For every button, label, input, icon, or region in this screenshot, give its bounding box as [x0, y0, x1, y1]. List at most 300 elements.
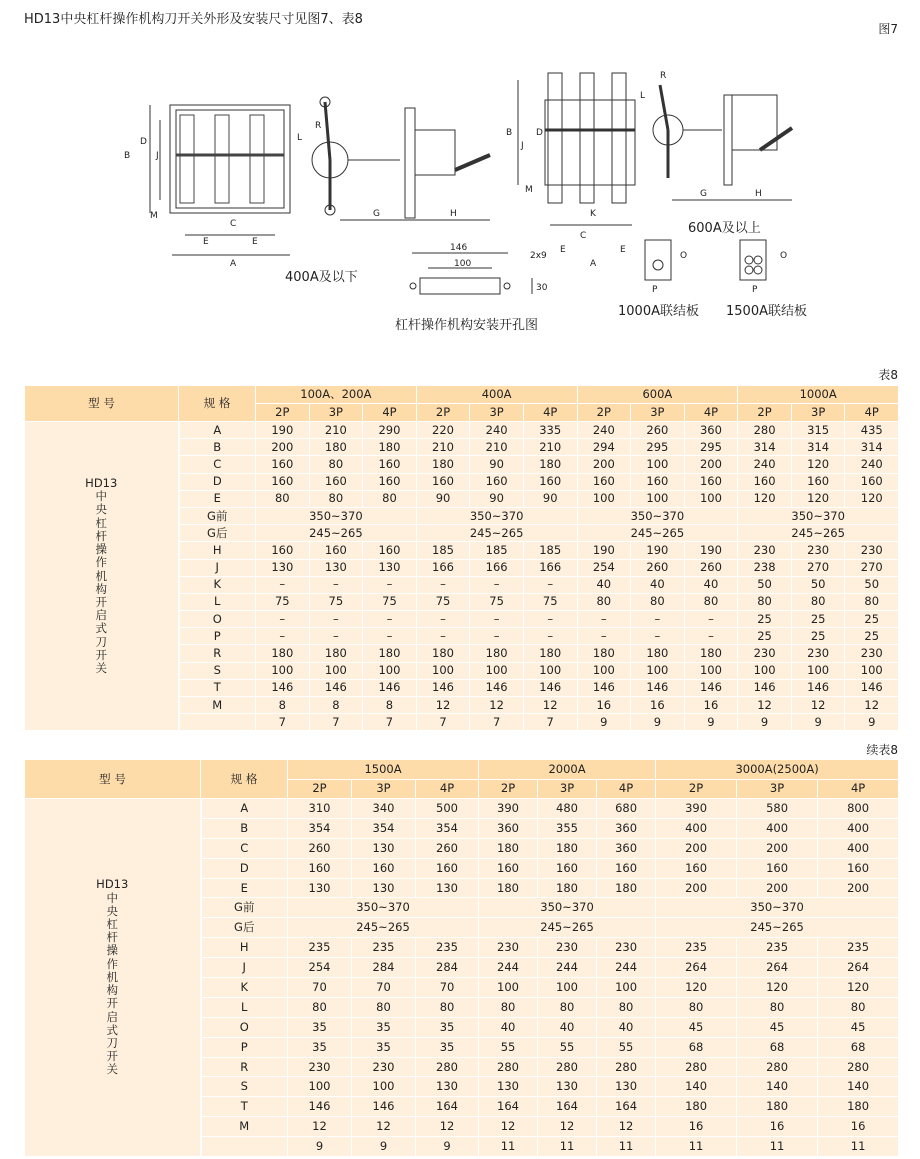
value-cell: 360 [597, 818, 656, 838]
pole-header: 4P [818, 779, 899, 799]
value-cell: 235 [288, 938, 352, 958]
hole-dim-2x9: 2x9 [530, 251, 547, 261]
value-cell: 180 [538, 878, 597, 898]
value-cell: 180 [737, 1097, 818, 1117]
value-cell: 314 [845, 439, 899, 456]
hole-dim-100: 100 [454, 259, 472, 269]
value-cell: 180 [363, 645, 417, 662]
model-char: 杠 [95, 515, 107, 530]
value-cell: 50 [791, 576, 845, 593]
value-cell: 210 [309, 422, 363, 439]
spec-header: 规 格 [201, 760, 288, 799]
pole-header: 4P [416, 779, 479, 799]
pole-header: 3P [737, 779, 818, 799]
value-cell: 260 [288, 838, 352, 858]
value-cell: 100 [845, 662, 899, 679]
spec-label: E [179, 490, 256, 507]
spec-label: C [179, 456, 256, 473]
value-cell: 160 [309, 542, 363, 559]
value-cell: 200 [656, 878, 737, 898]
table-row [25, 799, 899, 819]
value-cell: 40 [479, 1017, 538, 1037]
hole-dim-30: 30 [536, 283, 548, 293]
dimension-letter: L [640, 91, 646, 101]
spec-label: E [201, 878, 288, 898]
value-cell: 220 [416, 422, 470, 439]
value-cell: 200 [818, 878, 899, 898]
value-cell: 90 [416, 490, 470, 507]
value-cell: 12 [288, 1117, 352, 1137]
pole-header: 4P [523, 404, 577, 422]
model-char: 操 [106, 943, 118, 958]
value-cell: 160 [737, 858, 818, 878]
value-cell: 100 [577, 490, 631, 507]
value-cell: 164 [538, 1097, 597, 1117]
value-cell: 166 [416, 559, 470, 576]
value-cell: 9 [577, 714, 631, 731]
dimension-letter: D [536, 128, 543, 138]
value-cell: 284 [416, 958, 479, 978]
value-cell: 280 [818, 1057, 899, 1077]
value-cell: 180 [523, 645, 577, 662]
switch-400a-front [150, 105, 290, 255]
dimension-table-2 [24, 759, 899, 1157]
range-cell: 350~370 [577, 507, 738, 524]
value-cell: 180 [479, 838, 538, 858]
value-cell: 40 [597, 1017, 656, 1037]
value-cell: 80 [352, 997, 416, 1017]
value-cell: 280 [416, 1057, 479, 1077]
value-cell: 260 [631, 422, 685, 439]
value-cell: 235 [352, 938, 416, 958]
value-cell: 25 [738, 628, 792, 645]
value-cell: 45 [737, 1017, 818, 1037]
value-cell: 75 [363, 593, 417, 610]
value-cell: 100 [738, 662, 792, 679]
value-cell: 435 [845, 422, 899, 439]
model-char: 关 [106, 1062, 118, 1077]
figure-label: 图7 [878, 22, 898, 36]
value-cell: 230 [288, 1057, 352, 1077]
value-cell: 100 [470, 662, 524, 679]
value-cell: 230 [738, 542, 792, 559]
model-char: 刀 [95, 634, 107, 649]
value-cell: 100 [631, 662, 685, 679]
value-cell: 160 [479, 858, 538, 878]
value-cell: – [309, 611, 363, 628]
value-cell: 280 [538, 1057, 597, 1077]
range-cell: 245~265 [256, 525, 417, 542]
value-cell: 80 [631, 593, 685, 610]
value-cell: – [470, 611, 524, 628]
value-cell: 235 [416, 938, 479, 958]
value-cell: 40 [577, 576, 631, 593]
value-cell: 310 [288, 799, 352, 819]
value-cell: 12 [352, 1117, 416, 1137]
value-cell: 180 [577, 645, 631, 662]
value-cell: 45 [818, 1017, 899, 1037]
spec-label: P [201, 1037, 288, 1057]
value-cell: 160 [470, 473, 524, 490]
value-cell: 200 [737, 838, 818, 858]
value-cell: 180 [597, 878, 656, 898]
value-cell: 100 [479, 978, 538, 998]
model-char: 构 [106, 983, 118, 998]
spec-label: O [179, 611, 256, 628]
value-cell: 264 [737, 958, 818, 978]
value-cell: 390 [656, 799, 737, 819]
pole-header: 3P [538, 779, 597, 799]
value-cell: 146 [416, 679, 470, 696]
value-cell: 130 [256, 559, 310, 576]
model-char: 机 [106, 969, 118, 984]
value-cell: 210 [470, 439, 524, 456]
value-cell: 80 [656, 997, 737, 1017]
value-cell: 180 [309, 439, 363, 456]
value-cell: 360 [479, 818, 538, 838]
value-cell: 180 [538, 838, 597, 858]
value-cell: 80 [738, 593, 792, 610]
value-cell: 25 [738, 611, 792, 628]
spec-label: D [179, 473, 256, 490]
value-cell: 160 [256, 473, 310, 490]
model-char: 启 [95, 608, 107, 623]
table1-label: 表8 [878, 368, 898, 382]
value-cell: 35 [352, 1037, 416, 1057]
value-cell: 120 [656, 978, 737, 998]
switch-600a-front [518, 73, 635, 225]
range-cell: 245~265 [416, 525, 577, 542]
spec-label: K [201, 978, 288, 998]
value-cell: – [470, 576, 524, 593]
range-cell: 245~265 [656, 918, 899, 938]
value-cell: 12 [538, 1117, 597, 1137]
value-cell: 146 [738, 679, 792, 696]
dimension-letter: A [230, 259, 237, 269]
model-header: 型 号 [25, 386, 179, 422]
value-cell: 120 [791, 490, 845, 507]
spec-label: A [179, 422, 256, 439]
value-cell: – [363, 611, 417, 628]
value-cell: 210 [523, 439, 577, 456]
value-cell: 68 [656, 1037, 737, 1057]
value-cell: 260 [416, 838, 479, 858]
spec-label: T [201, 1097, 288, 1117]
model-char: 刀 [106, 1036, 118, 1050]
pole-header: 3P [470, 404, 524, 422]
value-cell: 180 [470, 645, 524, 662]
value-cell: – [309, 628, 363, 645]
value-cell: 75 [256, 593, 310, 610]
value-cell: 100 [684, 662, 738, 679]
model-char: 关 [95, 661, 107, 676]
value-cell: 180 [631, 645, 685, 662]
spec-label: J [179, 559, 256, 576]
value-cell: 240 [845, 456, 899, 473]
value-cell: 244 [479, 958, 538, 978]
value-cell: 230 [538, 938, 597, 958]
model-char: 作 [106, 956, 118, 971]
range-cell: 350~370 [416, 507, 577, 524]
table2-label: 续表8 [866, 743, 898, 757]
value-cell: 230 [845, 542, 899, 559]
dimension-letter: B [506, 128, 513, 138]
value-cell: 185 [416, 542, 470, 559]
value-cell: 100 [577, 662, 631, 679]
value-cell: 12 [416, 697, 470, 714]
spec-label: O [201, 1017, 288, 1037]
value-cell: 80 [818, 997, 899, 1017]
value-cell: 290 [363, 422, 417, 439]
value-cell: 190 [631, 542, 685, 559]
spec-label: M [179, 697, 256, 714]
value-cell: 146 [791, 679, 845, 696]
value-cell: 314 [791, 439, 845, 456]
range-cell: 350~370 [656, 898, 899, 918]
value-cell: – [684, 611, 738, 628]
value-cell: 160 [363, 456, 417, 473]
value-cell: 100 [631, 490, 685, 507]
value-cell: 280 [479, 1057, 538, 1077]
pole-header: 2P [479, 779, 538, 799]
value-cell: 280 [597, 1057, 656, 1077]
model-char: 作 [95, 555, 107, 570]
range-cell: 245~265 [738, 525, 899, 542]
value-cell: 35 [416, 1017, 479, 1037]
dimension-letter: E [620, 245, 626, 255]
value-cell: – [523, 628, 577, 645]
value-cell: 130 [352, 838, 416, 858]
spec-label: R [201, 1057, 288, 1077]
value-cell: 200 [577, 456, 631, 473]
value-cell: 500 [416, 799, 479, 819]
dimension-table-1 [24, 385, 899, 731]
spec-label: K [179, 576, 256, 593]
value-cell: 164 [416, 1097, 479, 1117]
value-cell: 230 [597, 938, 656, 958]
spec-label: D [201, 858, 288, 878]
value-cell: 254 [288, 958, 352, 978]
spec-label: T [179, 679, 256, 696]
value-cell: 360 [597, 838, 656, 858]
dimension-letter: D [140, 137, 147, 147]
model-char: 中 [95, 489, 107, 504]
value-cell: 100 [309, 662, 363, 679]
value-cell: 80 [684, 593, 738, 610]
pole-header: 2P [288, 779, 352, 799]
value-cell: 200 [684, 456, 738, 473]
value-cell: 9 [631, 714, 685, 731]
pole-header: 3P [352, 779, 416, 799]
value-cell: 16 [631, 697, 685, 714]
value-cell: 240 [470, 422, 524, 439]
value-cell: 180 [416, 456, 470, 473]
value-cell: – [577, 628, 631, 645]
range-cell: 350~370 [479, 898, 656, 918]
model-code: HD13 [85, 476, 118, 491]
dimension-letter: G [700, 189, 707, 199]
value-cell: 11 [597, 1137, 656, 1157]
value-cell: 12 [523, 697, 577, 714]
value-cell: – [523, 611, 577, 628]
value-cell: 235 [656, 938, 737, 958]
value-cell: 180 [684, 645, 738, 662]
value-cell: 480 [538, 799, 597, 819]
value-cell: 100 [352, 1077, 416, 1097]
value-cell: 100 [538, 978, 597, 998]
value-cell: 12 [597, 1117, 656, 1137]
dimension-letter: E [252, 237, 258, 247]
lever-400a-side [312, 97, 490, 220]
value-cell: 7 [256, 714, 310, 731]
value-cell: 580 [737, 799, 818, 819]
model-char: 杆 [95, 528, 107, 543]
value-cell: 400 [656, 818, 737, 838]
spec-label: A [201, 799, 288, 819]
page-title: HD13中央杠杆操作机构刀开关外形及安装尺寸见图7、表8 [24, 12, 363, 27]
value-cell: 160 [656, 858, 737, 878]
pole-header: 4P [597, 779, 656, 799]
value-cell: 160 [845, 473, 899, 490]
value-cell: 68 [818, 1037, 899, 1057]
value-cell: 130 [416, 1077, 479, 1097]
value-cell: 315 [791, 422, 845, 439]
value-cell: 35 [288, 1037, 352, 1057]
value-cell: 25 [791, 611, 845, 628]
model-name [25, 477, 178, 675]
spec-label: R [179, 645, 256, 662]
value-cell: – [416, 628, 470, 645]
value-cell: – [256, 576, 310, 593]
pole-header: 2P [738, 404, 792, 422]
dimension-letter: C [580, 231, 587, 241]
value-cell: 12 [738, 697, 792, 714]
spec-header: 规 格 [179, 386, 256, 422]
value-cell: 80 [288, 997, 352, 1017]
value-cell: 7 [470, 714, 524, 731]
range-cell: 245~265 [479, 918, 656, 938]
value-cell: 295 [684, 439, 738, 456]
dimension-letter: M [525, 185, 533, 195]
value-cell: 11 [656, 1137, 737, 1157]
spec-label: S [201, 1077, 288, 1097]
dimension-letter: C [230, 219, 237, 229]
value-cell: 270 [845, 559, 899, 576]
model-header: 型 号 [25, 760, 201, 799]
value-cell: 80 [737, 997, 818, 1017]
caption-1500a-plate: 1500A联结板 [726, 304, 807, 319]
model-char: 杆 [106, 930, 118, 945]
value-cell: 12 [845, 697, 899, 714]
header-row [25, 386, 899, 404]
value-cell: 680 [597, 799, 656, 819]
value-cell: 280 [738, 422, 792, 439]
spec-label: M [201, 1117, 288, 1137]
range-cell: 245~265 [577, 525, 738, 542]
value-cell: 55 [597, 1037, 656, 1057]
rating-group-header: 1000A [738, 386, 899, 404]
value-cell: 120 [737, 978, 818, 998]
rating-group-header: 1500A [288, 760, 479, 780]
value-cell: 120 [845, 490, 899, 507]
value-cell: 146 [256, 679, 310, 696]
dimension-letter: P [752, 285, 758, 295]
range-cell: 350~370 [256, 507, 417, 524]
model-char: 式 [95, 621, 107, 636]
pole-header: 4P [363, 404, 417, 422]
value-cell: 40 [631, 576, 685, 593]
value-cell: 25 [845, 628, 899, 645]
pole-header: 2P [416, 404, 470, 422]
value-cell: 260 [684, 559, 738, 576]
dimension-letter: H [450, 209, 457, 219]
caption-600a: 600A及以上 [688, 221, 761, 236]
pole-header: 3P [631, 404, 685, 422]
rating-group-header: 100A、200A [256, 386, 417, 404]
value-cell: – [256, 628, 310, 645]
model-char: 开 [106, 1049, 118, 1064]
value-cell: – [523, 576, 577, 593]
link-plates [645, 240, 766, 280]
value-cell: 264 [818, 958, 899, 978]
spec-label: H [179, 542, 256, 559]
caption-mounting-hole: 杠杆操作机构安装开孔图 [395, 318, 539, 333]
pole-header: 2P [577, 404, 631, 422]
value-cell: 100 [631, 456, 685, 473]
value-cell: 180 [309, 645, 363, 662]
caption-1000a-plate: 1000A联结板 [618, 304, 699, 319]
spec-label: S [179, 662, 256, 679]
value-cell: 146 [845, 679, 899, 696]
value-cell: 146 [577, 679, 631, 696]
value-cell: 40 [684, 576, 738, 593]
pole-header: 3P [791, 404, 845, 422]
value-cell: 240 [738, 456, 792, 473]
spec-label: L [179, 593, 256, 610]
spec-label: P [179, 628, 256, 645]
value-cell: 160 [791, 473, 845, 490]
range-cell: 245~265 [288, 918, 479, 938]
value-cell: 294 [577, 439, 631, 456]
value-cell: 390 [479, 799, 538, 819]
value-cell: 8 [256, 697, 310, 714]
value-cell: 80 [577, 593, 631, 610]
range-cell: 350~370 [738, 507, 899, 524]
spec-label: B [201, 818, 288, 838]
value-cell: 80 [256, 490, 310, 507]
value-cell: 295 [631, 439, 685, 456]
value-cell: 55 [538, 1037, 597, 1057]
value-cell: 16 [818, 1117, 899, 1137]
value-cell: 185 [523, 542, 577, 559]
value-cell: 80 [309, 456, 363, 473]
value-cell: 130 [416, 878, 479, 898]
value-cell: 7 [416, 714, 470, 731]
value-cell: – [577, 611, 631, 628]
value-cell: 354 [288, 818, 352, 838]
value-cell: 9 [791, 714, 845, 731]
value-cell: 90 [470, 456, 524, 473]
value-cell: 160 [352, 858, 416, 878]
model-char: 构 [95, 581, 107, 596]
value-cell: 12 [416, 1117, 479, 1137]
spec-label: H [201, 938, 288, 958]
value-cell: 35 [288, 1017, 352, 1037]
value-cell: 9 [845, 714, 899, 731]
mounting-hole-drawing [410, 243, 548, 294]
value-cell: 8 [309, 697, 363, 714]
value-cell: 180 [479, 878, 538, 898]
